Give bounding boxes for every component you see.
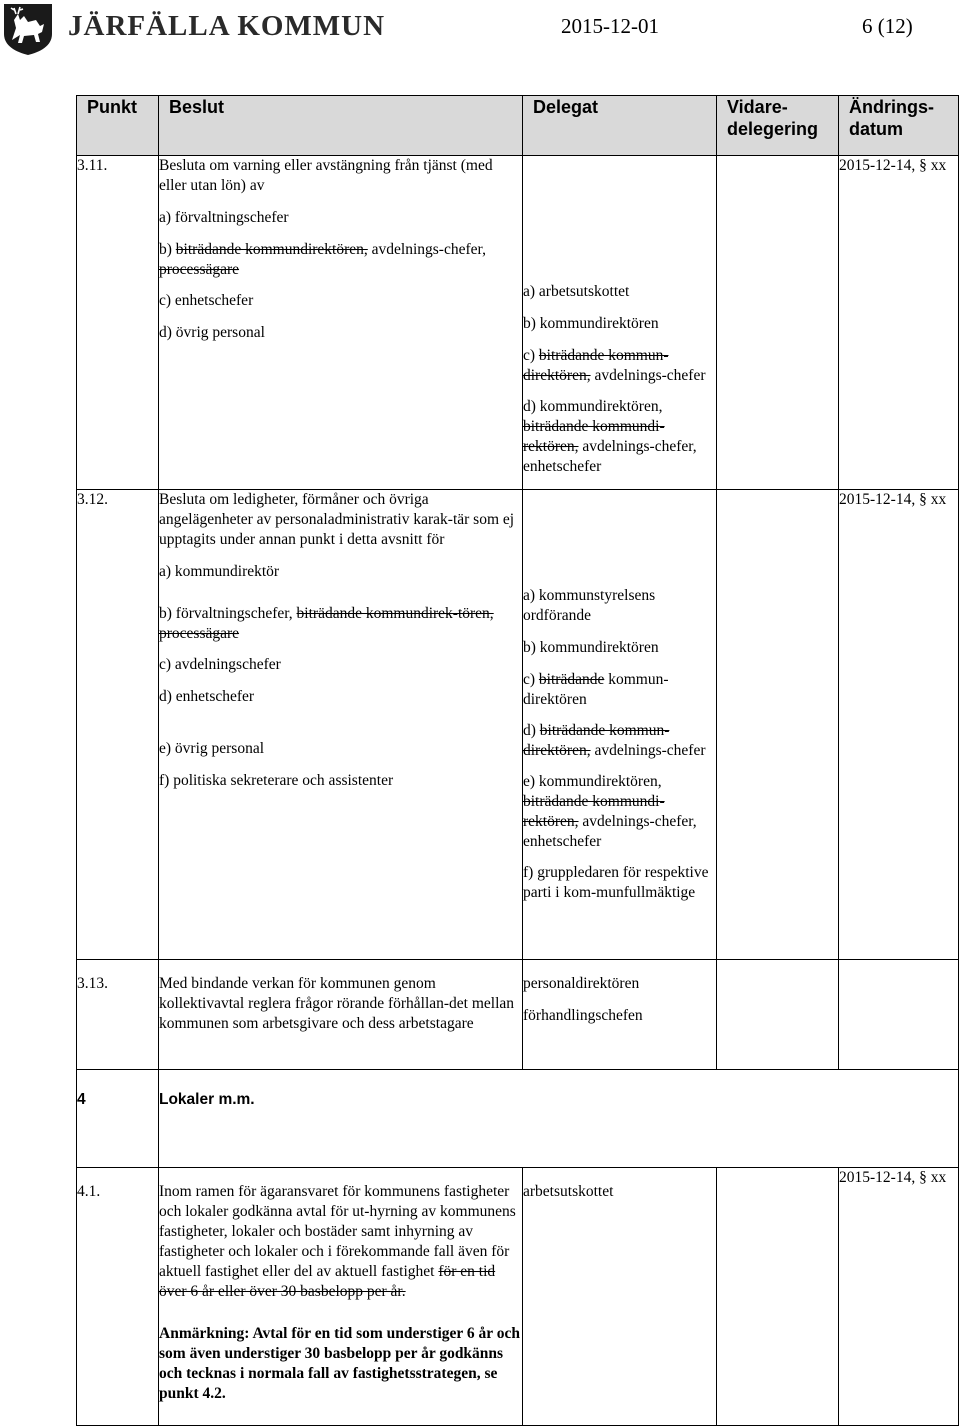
delegate-item: d) kommundirektören, biträdande kommundi-rektören, avdelnings-chefer, enhetschefer [523, 398, 697, 475]
column-header-andringsdatum: Ändrings- datum [839, 96, 959, 156]
table-row [77, 960, 959, 1070]
delegate-item: e) kommundirektören, biträdande kommundi-rektören, avdelnings-chefer, enhetschefer [523, 773, 697, 850]
decision-item: c) enhetschefer [159, 292, 254, 309]
subdelegation-cell [717, 1168, 839, 1426]
decision-cell [159, 1168, 523, 1426]
column-header-vidaredelegering: Vidare- delegering [717, 96, 839, 156]
decision-note: Anmärkning: Avtal för en tid som understiger 6 år och som även understiger 30 basbelopp per år godkänns och tecknas i normala fall av fastighetsstrategen, se punkt 4.2. [159, 1325, 520, 1402]
delegate-cell: arbetsutskottet [523, 1168, 717, 1426]
table-row [77, 1168, 959, 1426]
decision-cell: Med bindande verkan för kommunen genom kollektivavtal reglera frågor rörande förhållan-det mellan kommunen som arbetsgivare och dess arbetstagare [159, 960, 523, 1070]
delegate-item: a) arbetsutskottet [523, 283, 630, 300]
section-title: Lokaler m.m. [159, 1070, 959, 1168]
delegate-item: d) biträdande kommun-direktören, avdelnings-chefer [523, 722, 706, 759]
decision-item: c) avdelningschefer [159, 656, 281, 673]
delegate-item: c) biträdande kommun-direktören, avdelnings-chefer [523, 347, 706, 384]
column-header-delegat: Delegat [523, 96, 717, 156]
change-date: 2015-12-14, § xx [839, 1168, 959, 1426]
delegate-cell [523, 156, 717, 490]
delegate-item: b) kommundirektören [523, 639, 659, 656]
delegate-item: b) kommundirektören [523, 315, 659, 332]
section-heading-row [77, 1070, 959, 1168]
delegate-item: a) kommunstyrelsens ordförande [523, 587, 656, 624]
decision-cell [159, 156, 523, 490]
page-number: 6 (12) [862, 14, 913, 38]
delegate-item: c) biträdande kommun-direktören [523, 671, 669, 708]
decision-item: d) övrig personal [159, 324, 265, 341]
decision-item: a) förvaltningschefer [159, 209, 289, 226]
delegate-cell [523, 490, 717, 960]
row-number: 3.12. [77, 490, 159, 960]
decision-item: e) övrig personal [159, 740, 265, 757]
delegate-item: förhandlingschefen [523, 1007, 643, 1024]
decision-item: d) enhetschefer [159, 688, 255, 705]
table-row [77, 156, 959, 490]
table-row [77, 490, 959, 960]
decision-item: b) förvaltningschefer, biträdande kommundirek-tören, processägare [159, 605, 494, 642]
change-date: 2015-12-14, § xx [839, 156, 959, 490]
decision-text: Inom ramen för ägaransvaret för kommunens fastigheter och lokaler godkänna avtal för ut-hyrning av kommunens fastigheter, lokaler och bostäder samt inhyrning av fastigheter och lokaler och i förekommande fall även för aktuell fastighet eller del av aktuell fastighet för en tid över 6 år eller över 30 basbelopp per år. [159, 1183, 516, 1300]
subdelegation-cell [717, 490, 839, 960]
decision-item: f) politiska sekreterare och assistenter [159, 772, 394, 789]
change-date [839, 960, 959, 1070]
delegation-table [76, 95, 959, 1426]
subdelegation-cell [717, 960, 839, 1070]
column-header-punkt: Punkt [77, 96, 159, 156]
delegate-item: f) gruppledaren för respektive parti i kom-munfullmäktige [523, 864, 709, 901]
row-number: 3.13. [77, 960, 159, 1070]
delegate-cell [523, 960, 717, 1070]
document-date: 2015-12-01 [561, 14, 659, 38]
decision-intro: Besluta om ledigheter, förmåner och övriga angelägenheter av personaladministrativ karak-tär som ej upptagits under annan punkt i detta avsnitt för [159, 491, 515, 548]
change-date: 2015-12-14, § xx [839, 490, 959, 960]
municipality-crest-icon [2, 2, 54, 56]
delegate-item: personaldirektören [523, 975, 640, 992]
row-number: 3.11. [77, 156, 159, 490]
page-header [0, 0, 960, 60]
subdelegation-cell [717, 156, 839, 490]
column-header-beslut: Beslut [159, 96, 523, 156]
decision-cell [159, 490, 523, 960]
decision-item: a) kommundirektör [159, 563, 280, 580]
decision-item: b) biträdande kommundirektören, avdelnings-chefer, processägare [159, 241, 486, 278]
table-header-row [77, 96, 959, 156]
row-number: 4.1. [77, 1168, 159, 1426]
decision-intro: Besluta om varning eller avstängning från tjänst (med eller utan lön) av [159, 157, 493, 194]
section-number: 4 [77, 1070, 159, 1168]
municipality-name: JÄRFÄLLA KOMMUN [68, 10, 386, 42]
